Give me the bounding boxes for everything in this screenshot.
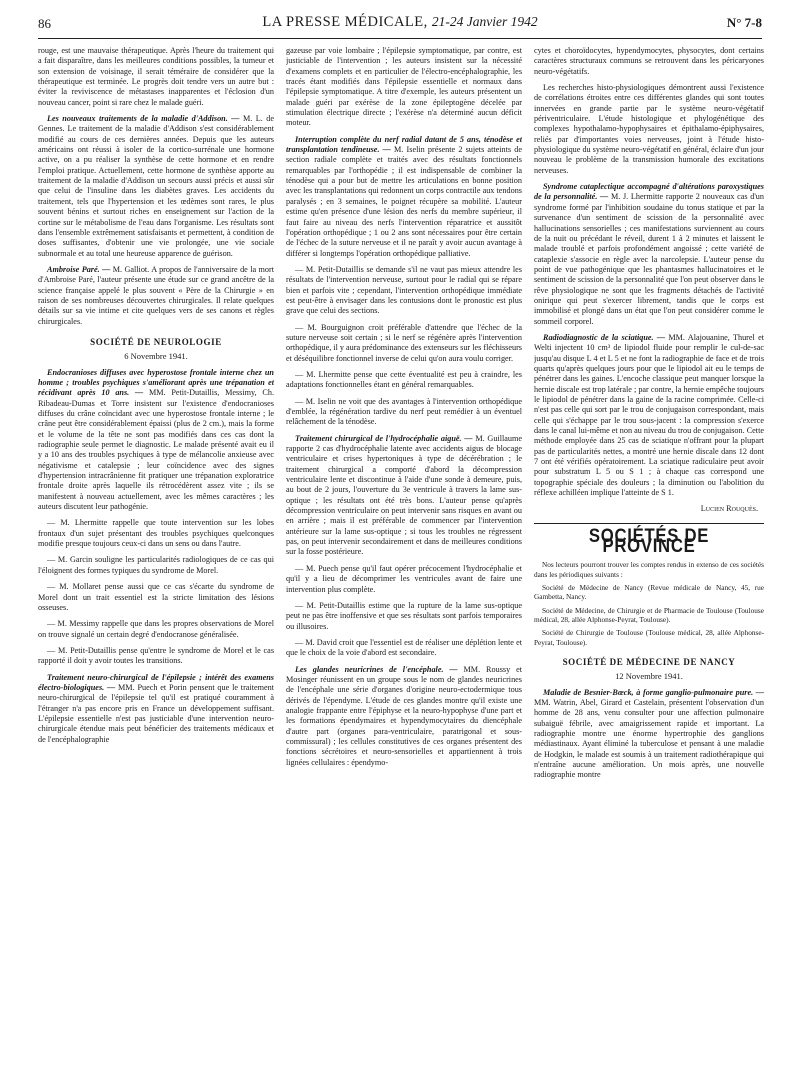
paragraph: Syndrome cataplectique accompagné d'altérations paroxystiques de la personnalité. — M. J. Lhermitte rapporte 2 nouveaux cas d'un syndrome formé par l'inhibition soudaine du tonus statique et par la survenance d'un sentiment de scission de la personnalité avec hallucinations sensorielles ; ces manifestations surviennent au cours de la nuit ou précédant le réveil, durent 1 à 2 minutes et laissent le malade troublé et parfois profondément angoissé ; cette variété de cataplexie s'associe en règle avec la narcolepsie. L'auteur pense du point de vue pathogénique que les phantasmes hallucinatoires et le sentiment de scission de la personnalité que l'on peut observer dans le rêve physiologique ne sont que les fragments détachés de l'activité onirique qui peut s'exercer librement, tandis que le corps est immobilisé et plongé dans un état que l'on peut considérer comme le sommeil corporel. [534, 182, 764, 326]
paragraph: — M. Mollaret pense aussi que ce cas s'écarte du syndrome de Morel dont un trait essentiel est la stricte limitation des lésions osseuses. [38, 582, 274, 612]
paragraph: — M. Bourguignon croit préférable d'attendre que l'échec de la suture nerveuse soit certain ; si le nerf se régénère après l'intervention orthopédique, il y aura prédominance des extenseurs sur les fléchisseurs et déséquilibre fonctionnel inverse de celui qu'on aura voulu corriger. [286, 322, 522, 363]
paragraph: — M. Petit-Dutaillis se demande s'il ne vaut pas mieux attendre les résultats de l'intervention nerveuse, surtout pour le radial qui se répare bien et parfois vite ; cependant, l'intervention orthopédique immédiate est peut-être à envisager dans les contusions dont le pronostic est plus grave que celui des sections. [286, 264, 522, 316]
issue-number: N° 7-8 [726, 15, 762, 30]
page-number: 86 [38, 16, 51, 31]
paragraph: Les nouveaux traitements de la maladie d'Addison. — M. L. de Gennes. Le traitement de la maladie d'Addison s'est considérablement modifié au cours de ces dernières années. Depuis que les auteurs américains ont réussi à isoler de la cortico-surrénale une hormone active, on a pu réaliser la synthèse de cette hormone et en rendre l'emploi pratique. Actuellement, cette hormone de synthèse apporte au traitement de la maladie d'Addison un secours aussi précis et aussi sûr que celui de l'insuline dans les diabètes graves. Les accidents du traitement, tels que l'hypertension et les œdèmes sont rares, le plus souvent bénins et surtout riches en enseignement sur l'action de la cortine sur le métabolisme de l'eau dans l'organisme. Les résultats sont dans l'ensemble extrêmement satisfaisants et permettent, à condition de doses suffisantes, d'obtenir une vie prolongée, une vie sociale subnormale et au total une heureuse apparence de guérison. [38, 114, 274, 258]
paragraph: gazeuse par voie lombaire ; l'épilepsie symptomatique, par contre, est justiciable de l'intervention ; les auteurs insistent sur la nécessité d'examens complets et en particulier de l'électro-encéphalographie, les tracés étant modifiés dans l'épilepsie essentielle et normaux dans l'épilepsie symptomatique. A titre d'exemple, les auteurs présentent un malade guéri par exérèse de la zone épileptogène décelée par stimulation électrique directe ; l'exérèse n'a déterminé aucun déficit moteur. [286, 46, 522, 128]
journal-title [38, 14, 762, 31]
paragraph: — M. Petit-Dutaillis estime que la rupture de la lame sus-optique peut ne pas être inoffensive et que ses résultats sont parfois temporaires ou illusoires. [286, 600, 522, 631]
paragraph: Ambroise Paré. — M. Galliot. A propos de l'anniversaire de la mort d'Ambroise Paré, l'auteur présente une étude sur ce grand ancêtre de la science française appelé le plus souvent « Père de la Chirurgie » en raison de ses nombreuses découvertes chirurgicales. Il relate quelques détails sur sa vie intime et cite quelques vers de ses canons et règles chirurgicales. [38, 264, 274, 326]
paragraph: Endocranioses diffuses avec hyperostose frontale interne chez un homme ; troubles psychiques s'améliorant après une trépanation et récidivant après 10 ans. — MM. Petit-Dutaillis, Messimy, Ch. Ribadeau-Dumas et Torre insistent sur l'existence d'endocranioses diffuses du crâne coïncidant avec une hyperostose frontale interne ; le crâne peut être considérablement épaissi (plus de 2 cm.), mais la forme et le volume de la tête ne sont pas modifiés dans ces cas dont la radiographie seule permet le diagnostic. Le malade présenté avait eu il y a 10 ans des troubles psychiques à type de mélancolie anxieuse avec négativisme et catalepsie ; leur coïncidence avec des signes d'hypertension intracrânienne fit pratiquer une trépanation exploratrice frontale droite après laquelle ils rétrocédèrent assez vite ; ils se manifestent à nouveau actuellement, avec les mêmes caractères ; les auteurs discutent leur pathogénie. [38, 367, 274, 512]
paragraph: Les recherches histo-physiologiques démontrent aussi l'existence de corrélations étroites entre ces différentes glandes qui sont toutes innervées en grande partie par le système neuro-végétatif périventriculaire. L'étude histologique et phylogénétique des complexes hypothalamo-hypophysaires et épithalamo-épiphysaires, reliés par d'importantes voies nerveuses, joint à l'étude histo-physiologique du système neuro-végétatif en général, éclaire d'un jour nouveau le problème de la transmission humorale des excitations nerveuses. [534, 83, 764, 175]
paragraph: — M. Petit-Dutaillis pense qu'entre le syndrome de Morel et le cas rapporté il doit y avoir toutes les transitions. [38, 645, 274, 666]
issue-date: 21-24 Janvier 1942 [431, 14, 538, 29]
header-rule [38, 38, 762, 39]
paragraph: — M. Messimy rappelle que dans les propres observations de Morel on trouve signalé un certain degré d'endocranose généralisée. [38, 619, 274, 639]
paragraph: — M. Garcin souligne les particularités radiologiques de ce cas qui l'éloignent des formes typiques du syndrome de Morel. [38, 555, 274, 575]
paragraph: Traitement neuro-chirurgical de l'épilepsie ; intérêt des examens électro-biologiques. — MM. Puech et Porin pensent que le traitement neuro-chirurgical de l'épilepsie tel qu'il est pratiqué couramment à l'étranger n'a pas encore pris en France un développement suffisant. L'épilepsie essentielle n'est pas justiciable d'une intervention neuro-chirurgicale étendue mais peut bénéficier des traitements médicaux et de l'encéphalographie [38, 672, 274, 744]
paragraph: Interruption complète du nerf radial datant de 5 ans, ténodèse et transplantation tendineuse. — M. Iselin présente 2 sujets atteints de section radiale complète et traités avec des résultats fonctionnels remarquables par l'orthopédie ; il est indispensable de combiner la ténodèse qui a pour but de mettre les articulations en bonne position avec les transplantations qui redonnent un corps contractile aux tendons paralysés ; en 3 semaines, le poignet récupère sa mobilité. L'auteur estime qu'en présence d'une lésion des nerfs du membre supérieur, il faut faire au niveau des nerfs l'intervention réparatrice et aussitôt l'opération orthopédique ; 1 ou 2 ans sont nécessaires pour être certain de l'échec de la suture nerveuse et il ne paraît y avoir aucun avantage à différer si longtemps l'opération orthopédique palliative. [286, 134, 522, 258]
paragraph: Radiodiagnostic de la sciatique. — MM. Alajouanine, Thurel et Welti injectent 10 cm³ de lipiodol fluide pour remplir le cul-de-sac jusqu'au disque L 4 et L 5 et ne font la radiographie de face et de trois quarts qu'après quelques jours pour que le lipiodol ait eu le temps de pénétrer dans les gaines. L'encoche classique peut manquer lorsque la hernie discale est trop latérale ; par contre, la hernie empêche toujours le lipiodol de pénétrer dans la gaine de la racine comprimée. Celle-ci n'est pas celle qui sort par le trou de conjugaison correspondant, mais celle qui s'échappe par le trou sous-jacent : la compression s'exerce dans le canal lui-même et non au niveau du trou de conjugaison. Cette méthode employée dans 25 cas de sciatique n'offrant pour la plupart pas de particularités nettes, a montré une hernie discale dans 12 dont 7 ont été vérifiés opératoirement. La sciatique radiculaire peut avoir pour substratum L 5 ou S 1 ; à chaque cas correspond une topographie spéciale des douleurs ; la diminution ou l'abolition du réflexe achilléen implique l'atteinte de S 1. [534, 332, 764, 498]
column-2 [286, 46, 522, 1072]
section-date: 12 Novembre 1941. [615, 671, 683, 682]
paragraph: — M. Lhermitte pense que cette éventualité est peu à craindre, les adaptations fonctionnelles étant en général remarquables. [286, 369, 522, 390]
province-title: SOCIÉTÉS DE PROVINCE [588, 525, 710, 558]
section-title: SOCIÉTÉ DE MÉDECINE DE NANCY [562, 656, 736, 667]
author-signature: Lucien Rouquès. [700, 504, 758, 514]
province-entry: Société de Médecine de Nancy (Revue médicale de Nancy, 45, rue Gambetta, Nancy. [534, 583, 764, 602]
province-intro: Nos lecteurs pourront trouver les comptes rendus in extenso de ces sociétés dans les périodiques suivants : [534, 560, 764, 579]
section-rule [534, 523, 764, 524]
paragraph: — M. Puech pense qu'il faut opérer précocement l'hydrocéphalie et qu'il y a lieu de décomprimer les ventricules avant de faire une intervention plus complète. [286, 563, 522, 594]
section-date: 6 Novembre 1941. [124, 351, 188, 362]
paragraph: — M. Iselin ne voit que des avantages à l'intervention orthopédique d'emblée, la régénération tardive du nerf peut remédier à un éventuel relâchement de la ténodèse. [286, 396, 522, 427]
province-entry: Société de Chirurgie de Toulouse (Toulouse médical, 28, allée Alphonse-Peyrat, Toulouse). [534, 628, 764, 647]
journal-name: LA PRESSE MÉDICALE, [262, 14, 428, 30]
paragraph: Traitement chirurgical de l'hydrocéphalie aiguë. — M. Guillaume rapporte 2 cas d'hydrocéphalie latente avec accidents aigus de blocage ventriculaire et crises hypertoniques à type de décérébration ; le traitement chirurgical a comporté d'abord la décompression ventriculaire lente et discontinue à l'aide d'une sonde à demeure, puis, au bout de 2 jours, l'ouverture du 3e ventricule à travers la lame sus-optique ; les résultats ont été très bons. L'auteur pense qu'après décompression ventriculaire on peut intervenir sans risques en avant ou en arrière ; mais il est préférable de commencer par l'intervention antérieure sur la lame sus-optique ; si tous les troubles ne régressent pas, on peut intervenir secondairement et dans de meilleures conditions sur la fosse postérieure. [286, 433, 522, 557]
column-3 [534, 46, 764, 1072]
paragraph: cytes et choroïdocytes, hypendymocytes, physocytes, dont certains caractères structuraux communs se retrouvent dans les péricaryones neuro-végétatifs. [534, 46, 764, 76]
section-title: SOCIÉTÉ DE NEUROLOGIE [90, 336, 222, 347]
paragraph: Les glandes neuricrines de l'encéphale. — MM. Roussy et Mosinger réunissent en un groupe sous le nom de glandes neuricrines de l'encéphale une série d'organes d'origine neuro-ectodermique tous dérivés de l'épendyme. L'étude de ces glandes montre qu'il existe une analogie frappante entre l'épiphyse et la neuro-hypophyse d'une part et les formations épendymaires et hypendymocytaires du diencéphale d'autre part (organes para-ventriculaire, paratrigonal et sous-commissural) ; les cellules constitutives de ces organes présentent des fonctions sécrétoires et neuro-sensorielles et appartiennent à trois lignées cellulaires : épendymo- [286, 664, 522, 767]
paragraph: — M. Lhermitte rappelle que toute intervention sur les lobes frontaux d'un sujet présentant des troubles psychiques quelconques modifie presque toujours ceux-ci dans un sens ou dans l'autre. [38, 518, 274, 549]
paragraph: — M. David croit que l'essentiel est de réaliser une déplétion lente et que le choix de la voie d'abord est secondaire. [286, 637, 522, 658]
paragraph: Maladie de Besnier-Bœck, à forme ganglio-pulmonaire pure. — MM. Watrin, Abel, Girard et Castelain, présentent l'observation d'un homme de 28 ans, venu consulter pour une affection pulmonaire subaiguë fébrile, avec amaigrissement rapide et important. La radiographie montre une énorme hypertrophie des ganglions médiastinaux. Ayant éliminé la tuberculose et pensant à une maladie de Hodgkin, le malade est soumis à un traitement radiothérapique qui n'entraîne aucune amélioration. Un mois après, une nouvelle radiographie montre [534, 687, 764, 780]
province-list [534, 560, 764, 646]
province-entry: Société de Médecine, de Chirurgie et de Pharmacie de Toulouse (Toulouse médical, 28, allée Alphonse-Peyrat, Toulouse). [534, 605, 764, 624]
column-1 [38, 46, 274, 1072]
page-header [38, 14, 762, 36]
paragraph: rouge, est une mauvaise thérapeutique. Après l'heure du traitement qui a fait disparaître, dans les meilleures conditions possibles, la tumeur et son extension de voisinage, il serait téméraire de considérer que la thérapeutique est terminée. Le progrès doit tendre vers un autre but : éviter la reviviscence de métastases inapparentes et l'éclosion d'un nouveau cancer, point si rare chez le malade guéri. [38, 46, 274, 107]
